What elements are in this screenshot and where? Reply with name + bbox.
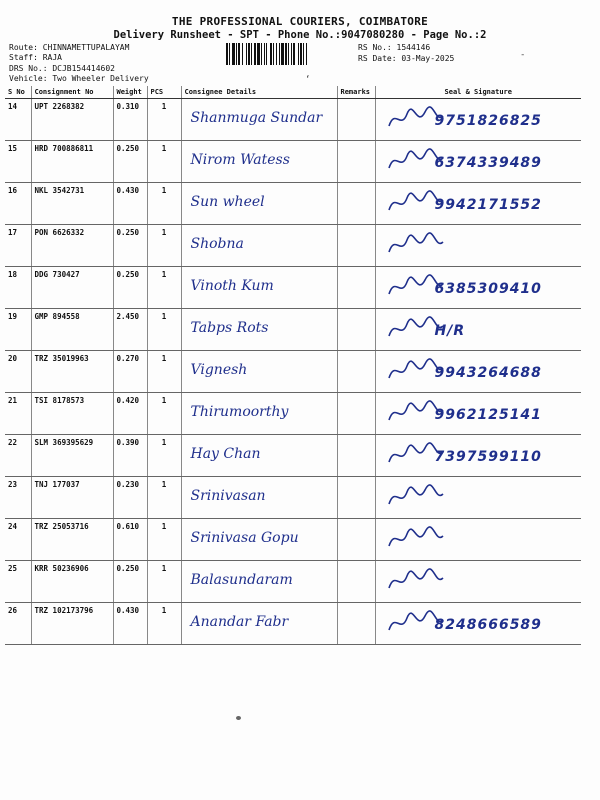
pcs-value: 1 [147, 518, 181, 560]
consignee-handwriting: Shobna [190, 235, 244, 252]
weight-value: 0.430 [113, 182, 147, 224]
signature-scribble [387, 524, 447, 554]
remarks-cell [337, 392, 375, 434]
consignee-handwriting: Sun wheel [190, 193, 265, 210]
pcs-value: 1 [147, 434, 181, 476]
consignment-number: HRD 700886811 [31, 140, 113, 182]
table-row [5, 182, 581, 224]
consignment-number: TRZ 102173796 [31, 602, 113, 644]
pcs-value: 1 [147, 266, 181, 308]
serial-number: 16 [5, 182, 31, 224]
barcode-bar [307, 43, 310, 65]
table-row [5, 140, 581, 182]
barcode-image [226, 43, 352, 65]
serial-number: 24 [5, 518, 31, 560]
signature-phone: 7397599110 [434, 448, 542, 465]
pcs-value: 1 [147, 308, 181, 350]
signature-phone: 9943264688 [434, 364, 542, 381]
table-header-row [5, 86, 581, 98]
consignment-number: GMP 894558 [31, 308, 113, 350]
remarks-cell [337, 476, 375, 518]
consignee-handwriting: Srinivasan [190, 487, 266, 504]
signature-phone: 9942171552 [434, 196, 542, 213]
remarks-cell [337, 518, 375, 560]
column-header: Remarks [337, 86, 375, 98]
consignee-handwriting: Thirumoorthy [190, 403, 289, 420]
consignee-details [181, 602, 337, 644]
consignee-details [181, 98, 337, 140]
serial-number: 21 [5, 392, 31, 434]
seal-signature [375, 476, 581, 518]
consignee-handwriting: Shanmuga Sundar [190, 109, 323, 126]
pcs-value: 1 [147, 476, 181, 518]
weight-value: 0.250 [113, 224, 147, 266]
serial-number: 22 [5, 434, 31, 476]
consignee-details [181, 140, 337, 182]
consignment-number: KRR 50236906 [31, 560, 113, 602]
remarks-cell [337, 350, 375, 392]
consignee-handwriting: Anandar Fabr [190, 613, 289, 630]
weight-value: 0.250 [113, 140, 147, 182]
vehicle-label: Vehicle: Two Wheeler Delivery [9, 74, 149, 83]
signature-scribble [387, 482, 447, 512]
consignment-number: DDG 730427 [31, 266, 113, 308]
pcs-value: 1 [147, 140, 181, 182]
serial-number: 19 [5, 308, 31, 350]
seal-signature [375, 434, 581, 476]
remarks-cell [337, 98, 375, 140]
serial-number: 26 [5, 602, 31, 644]
serial-number: 18 [5, 266, 31, 308]
remarks-cell [337, 308, 375, 350]
company-title: THE PROFESSIONAL COURIERS, COIMBATORE [171, 15, 429, 28]
consignee-handwriting: Tabps Rots [190, 319, 269, 336]
column-header: Consignee Details [181, 86, 337, 98]
consignment-number: NKL 3542731 [31, 182, 113, 224]
seal-signature [375, 350, 581, 392]
pen-mark: - [520, 50, 526, 60]
serial-number: 23 [5, 476, 31, 518]
weight-value: 0.250 [113, 266, 147, 308]
table-row [5, 476, 581, 518]
pcs-value: 1 [147, 98, 181, 140]
weight-value: 0.310 [113, 98, 147, 140]
signature-phone: 8248666589 [434, 616, 542, 633]
consignee-handwriting: Nirom Watess [190, 151, 290, 168]
table-row [5, 602, 581, 644]
consignment-number: SLM 369395629 [31, 434, 113, 476]
table-row [5, 392, 581, 434]
consignee-details [181, 476, 337, 518]
seal-signature [375, 518, 581, 560]
signature-phone: 9962125141 [434, 406, 542, 423]
column-header: S No [5, 86, 31, 98]
remarks-cell [337, 434, 375, 476]
pen-mark: ‘ [305, 75, 311, 85]
serial-number: 14 [5, 98, 31, 140]
remarks-cell [337, 140, 375, 182]
consignee-details [181, 518, 337, 560]
pcs-value: 1 [147, 602, 181, 644]
pcs-value: 1 [147, 224, 181, 266]
ink-dot [236, 716, 241, 720]
consignment-number: PON 6626332 [31, 224, 113, 266]
remarks-cell [337, 266, 375, 308]
remarks-cell [337, 224, 375, 266]
consignment-number: TSI 8178573 [31, 392, 113, 434]
consignee-handwriting: Vinoth Kum [190, 277, 274, 294]
table-row [5, 350, 581, 392]
weight-value: 0.270 [113, 350, 147, 392]
signature-phone: 6385309410 [434, 280, 542, 297]
consignee-handwriting: Balasundaram [190, 571, 293, 588]
column-header: PCS [147, 86, 181, 98]
table-row [5, 518, 581, 560]
drs-number: DRS No.: DCJB154414602 [9, 64, 115, 73]
serial-number: 20 [5, 350, 31, 392]
consignee-details [181, 560, 337, 602]
consignee-details [181, 182, 337, 224]
weight-value: 2.450 [113, 308, 147, 350]
seal-signature [375, 392, 581, 434]
pcs-value: 1 [147, 560, 181, 602]
consignee-handwriting: Hay Chan [190, 445, 261, 462]
table-row [5, 266, 581, 308]
consignment-number: TRZ 35019963 [31, 350, 113, 392]
seal-signature [375, 308, 581, 350]
rs-number: RS No.: 1544146 [358, 43, 431, 52]
consignee-details [181, 224, 337, 266]
seal-signature [375, 266, 581, 308]
column-header: Seal & Signature [375, 86, 581, 98]
table-row [5, 560, 581, 602]
rs-date: RS Date: 03-May-2025 [358, 54, 455, 63]
table-row [5, 224, 581, 266]
consignment-number: TRZ 25053716 [31, 518, 113, 560]
seal-signature [375, 602, 581, 644]
seal-signature [375, 560, 581, 602]
signature-phone: H/R [434, 322, 466, 339]
weight-value: 0.230 [113, 476, 147, 518]
consignment-number: TNJ 177037 [31, 476, 113, 518]
remarks-cell [337, 560, 375, 602]
runsheet-subtitle: Delivery Runsheet - SPT - Phone No.:9047080280 - Page No.:2 [113, 29, 487, 41]
weight-value: 0.610 [113, 518, 147, 560]
serial-number: 15 [5, 140, 31, 182]
weight-value: 0.250 [113, 560, 147, 602]
consignee-details [181, 308, 337, 350]
serial-number: 25 [5, 560, 31, 602]
pcs-value: 1 [147, 350, 181, 392]
signature-scribble [387, 230, 447, 260]
table-row [5, 434, 581, 476]
serial-number: 17 [5, 224, 31, 266]
route-label: Route: CHINNAMETTUPALAYAM [9, 43, 130, 52]
weight-value: 0.430 [113, 602, 147, 644]
weight-value: 0.390 [113, 434, 147, 476]
pcs-value: 1 [147, 392, 181, 434]
runsheet-table [5, 86, 581, 645]
consignment-number: UPT 2268382 [31, 98, 113, 140]
consignee-details [181, 434, 337, 476]
consignee-handwriting: Vignesh [190, 361, 248, 378]
signature-phone: 9751826825 [434, 112, 542, 129]
pcs-value: 1 [147, 182, 181, 224]
column-header: Weight [113, 86, 147, 98]
consignee-details [181, 392, 337, 434]
staff-label: Staff: RAJA [9, 53, 62, 62]
seal-signature [375, 140, 581, 182]
weight-value: 0.420 [113, 392, 147, 434]
table-row [5, 98, 581, 140]
remarks-cell [337, 602, 375, 644]
seal-signature [375, 98, 581, 140]
column-header: Consignment No [31, 86, 113, 98]
seal-signature [375, 224, 581, 266]
seal-signature [375, 182, 581, 224]
consignee-details [181, 266, 337, 308]
signature-phone: 6374339489 [434, 154, 542, 171]
consignee-details [181, 350, 337, 392]
consignee-handwriting: Srinivasa Gopu [190, 529, 299, 546]
table-row [5, 308, 581, 350]
remarks-cell [337, 182, 375, 224]
signature-scribble [387, 566, 447, 596]
